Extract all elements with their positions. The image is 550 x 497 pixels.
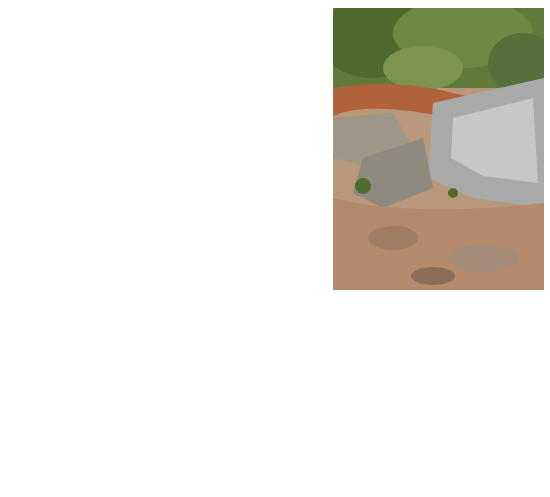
outcrop-photo xyxy=(333,8,544,290)
